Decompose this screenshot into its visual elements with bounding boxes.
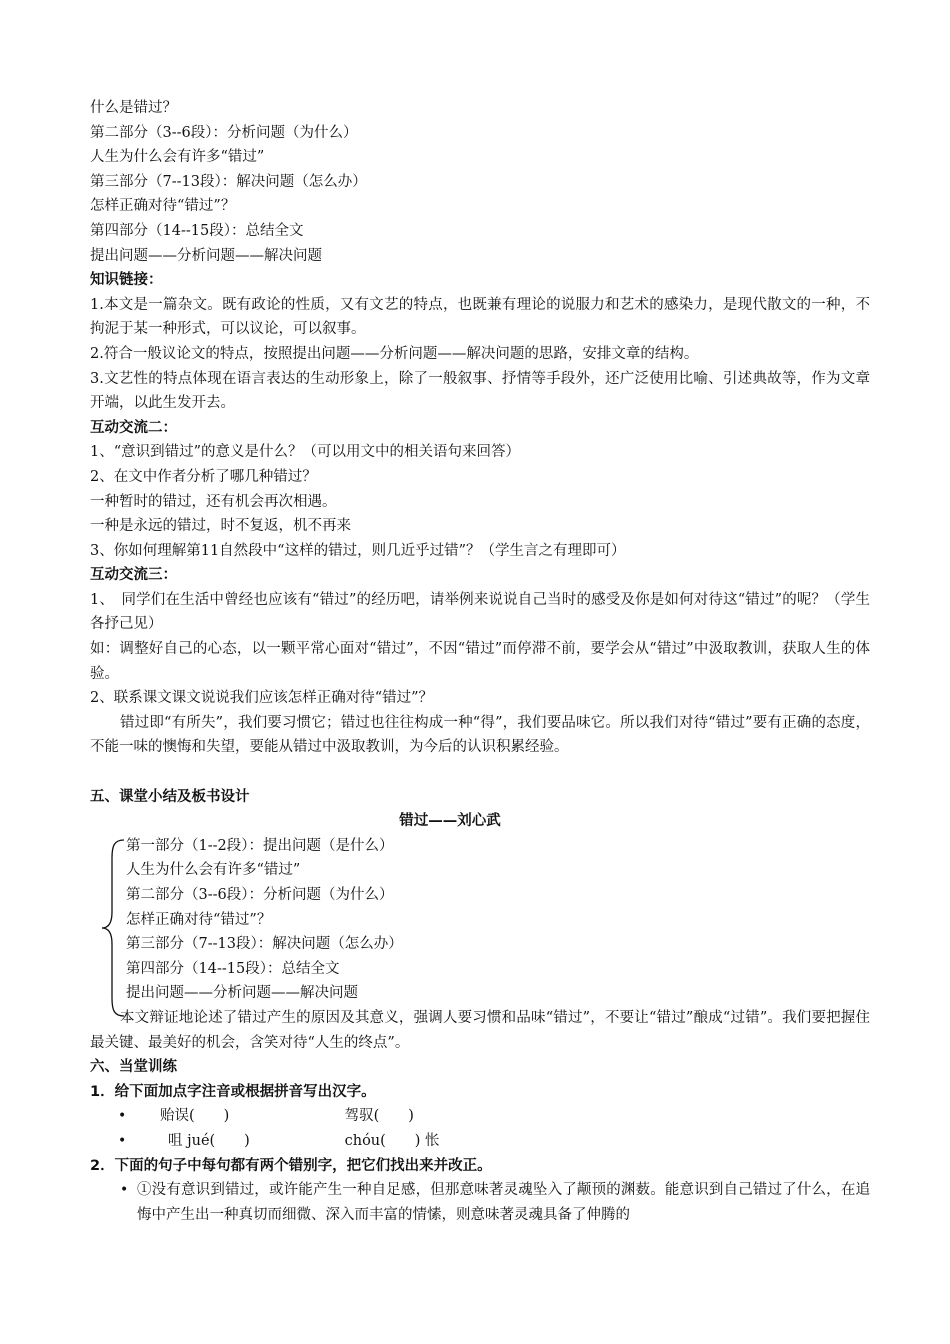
bullet-icon: • <box>118 1108 127 1125</box>
knowledge-section <box>90 268 870 416</box>
bullet-icon: • <box>120 1182 129 1199</box>
section-heading: 互动交流二： <box>90 419 177 436</box>
practice-section <box>90 1055 870 1227</box>
summary-paragraph: 本文辩证地论述了错过产生的原因及其意义，强调人要习惯和品味“错过”，不要让“错过”酿成“过错”。我们要把握住最关键、最美好的机会，含笑对待“人生的终点”。 <box>90 1009 870 1051</box>
question: 2、联系课文课文说说我们应该怎样正确对待“错过”？ <box>90 690 434 707</box>
section-heading: 知识链接： <box>90 272 163 289</box>
bullet-icon: • <box>118 1132 127 1149</box>
board-line: 第二部分（3--6段）：分析问题（为什么） <box>126 887 394 903</box>
text-line: 怎样正确对待“错过”？ <box>90 198 236 215</box>
text-line: 第三部分（7--13段）：解决问题（怎么办） <box>90 173 367 190</box>
paragraph: 3.文艺性的特点体现在语言表达的生动形象上，除了一般叙事、抒情等手段外，还广泛使用比喻、引述典故等，作为文章开端，以此生发开去。 <box>90 370 870 412</box>
exercise-item <box>90 1178 870 1227</box>
spacer <box>90 760 870 785</box>
answer: 一种暂时的错过，还有机会再次相遇。 <box>90 493 337 510</box>
board-line: 第四部分（14--15段）：总结全文 <box>126 960 340 977</box>
pinyin-blank: 驾驭( ) <box>344 1108 414 1125</box>
board-line: 第三部分（7--13段）：解决问题（怎么办） <box>126 936 403 953</box>
text-line: 什么是错过？ <box>90 100 177 116</box>
exercise-item <box>90 1129 870 1154</box>
question: 1、“意识到错过”的意义是什么？（可以用文中的相关语句来回答） <box>90 444 521 461</box>
paragraph: 2.符合一般议论文的特点，按照提出问题——分析问题——解决问题的思路，安排文章的结构。 <box>90 345 699 362</box>
summary-section <box>90 785 870 1056</box>
exercise-question: 1．给下面加点字注音或根据拼音写出汉字。 <box>90 1083 376 1100</box>
board-title: 错过——刘心武 <box>399 813 501 830</box>
exchange-two-section <box>90 416 870 564</box>
section-heading: 五、课堂小结及板书设计 <box>90 788 250 805</box>
pinyin-blank: 贻误( ) <box>160 1108 230 1125</box>
pinyin-blank: chóu( ) 怅 <box>344 1132 440 1149</box>
question: 2、在文中作者分析了哪几种错过？ <box>90 468 317 485</box>
board-line: 怎样正确对待“错过”？ <box>126 911 272 928</box>
question: 1、 同学们在生活中曾经也应该有“错过”的经历吧，请举例来说说自己当时的感受及你是如何对待这“错过”的呢？（学生各抒己见） <box>90 591 870 633</box>
paragraph: 1.本文是一篇杂文。既有政论的性质，又有文艺的特点，也既兼有理论的说服力和艺术的感染力，是现代散文的一种，不拘泥于某一种形式，可以议论，可以叙事。 <box>90 296 870 338</box>
answer: 错过即“有所失”，我们要习惯它；错过也往往构成一种“得”，我们要品味它。所以我们对待“错过”要有正确的态度，不能一味的懊悔和失望，要能从错过中汲取教训，为今后的认识积累经验。 <box>90 714 870 756</box>
answer: 如：调整好自己的心态，以一颗平常心面对“错过”，不因“错过”而停滞不前，要学会从“错过”中汲取教训，获取人生的体验。 <box>90 641 870 682</box>
text-line: 第二部分（3--6段）：分析问题（为什么） <box>90 124 358 141</box>
question: 3、你如何理解第11自然段中“这样的错过，则几近乎过错”？（学生言之有理即可） <box>90 542 626 559</box>
exchange-three-section <box>90 563 870 760</box>
exercise-question: 2．下面的句子中每句都有两个错别字，把它们找出来并改正。 <box>90 1157 492 1174</box>
board-line: 第一部分（1--2段）：提出问题（是什么） <box>126 837 394 854</box>
exercise-item <box>90 1104 870 1129</box>
section-heading: 互动交流三： <box>90 567 177 584</box>
exercise-sentence: ①没有意识到错过，或许能产生一种自足感，但那意味著灵魂坠入了颟顸的渊薮。能意识到自己错过了什么，在追悔中产生出一种真切而细微、深入而丰富的情愫，则意味著灵魂具备了伸腾的 <box>137 1182 870 1223</box>
answer: 一种是永远的错过，时不复返，机不再来 <box>90 518 351 535</box>
text-line: 提出问题——分析问题——解决问题 <box>90 247 322 264</box>
pinyin-blank: 咀 jué( ) <box>168 1132 250 1149</box>
text-line: 第四部分（14--15段）：总结全文 <box>90 222 304 239</box>
document-page <box>90 96 870 1227</box>
board-design <box>90 834 870 1006</box>
section-heading: 六、当堂训练 <box>90 1059 177 1076</box>
board-line: 提出问题——分析问题——解决问题 <box>126 985 358 1002</box>
curly-brace-icon <box>100 838 126 1018</box>
structure-lines <box>90 96 870 268</box>
text-line: 人生为什么会有许多“错过” <box>90 149 265 166</box>
board-line: 人生为什么会有许多“错过” <box>126 862 301 879</box>
